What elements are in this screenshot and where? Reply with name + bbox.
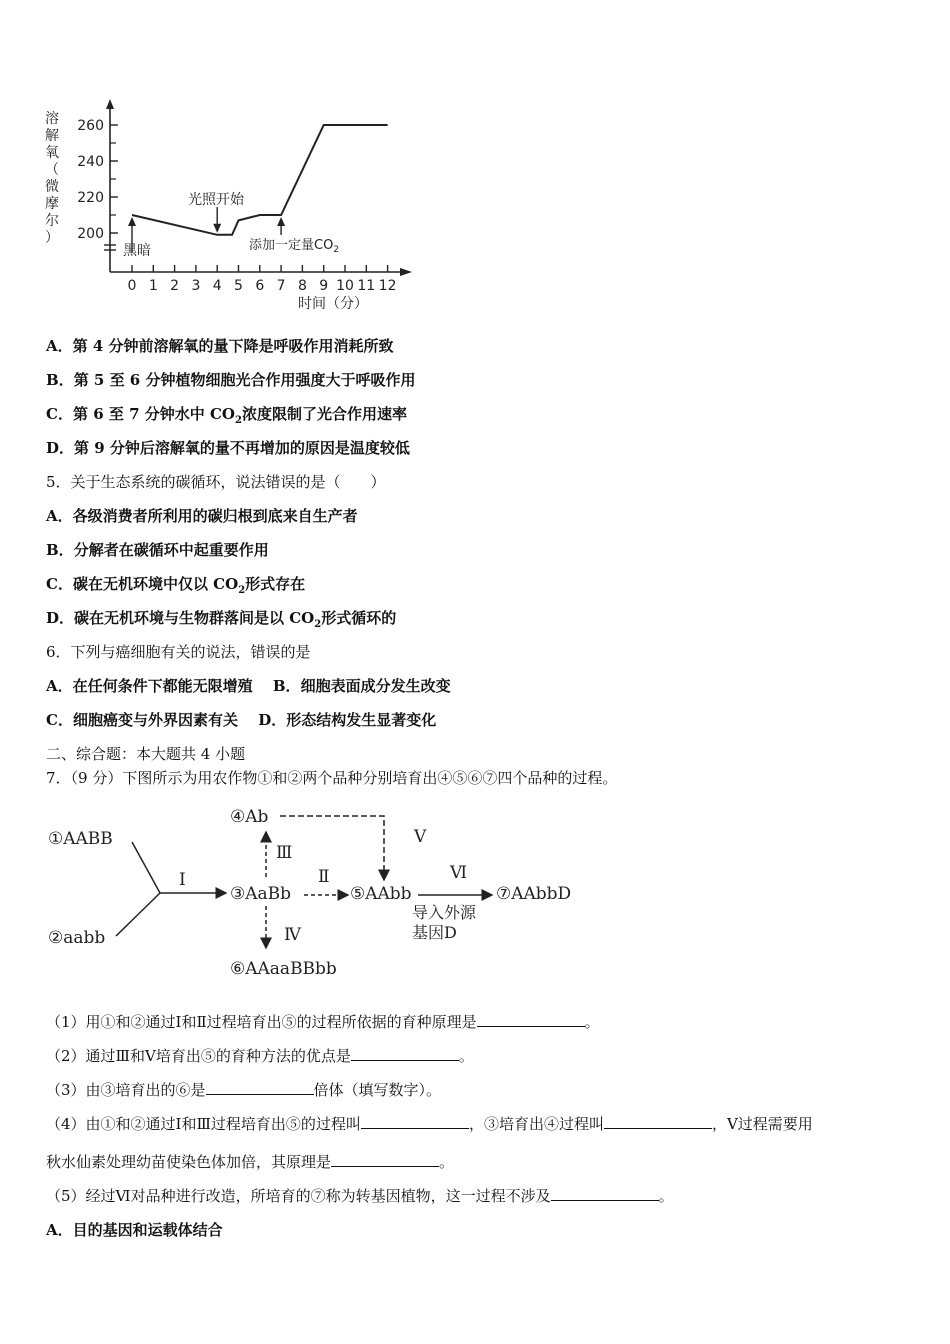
q7-stem: 7．（9 分）下图所示为用农作物①和②两个品种分别培育出④⑤⑥⑦四个品种的过程。 — [46, 769, 618, 787]
answer-blank[interactable] — [361, 1114, 469, 1129]
y-label-char: 解 — [45, 128, 59, 144]
y-label-char: （ — [45, 162, 59, 178]
y-tick-label: 240 — [77, 154, 104, 170]
haploid-4-label: ④Ab — [230, 807, 269, 827]
q4-option-d: D．第 9 分钟后溶解氧的量不再增加的原因是温度较低 — [46, 439, 410, 457]
co2-arrow-head — [277, 217, 285, 226]
q5-option-b: B．分解者在碳循环中起重要作用 — [46, 541, 269, 559]
light-arrow-head — [213, 224, 221, 233]
annotation-light-start: 光照开始 — [188, 192, 244, 208]
breeding-diagram — [46, 798, 606, 983]
roman-IV: Ⅳ — [284, 925, 301, 945]
q5-option-d: D．碳在无机环境与生物群落间是以 $CO_2$形式循环的 — [46, 609, 397, 630]
x-axis-label: 时间（分） — [298, 296, 368, 312]
oxygen-line — [132, 125, 388, 235]
y-label-char: 尔 — [45, 213, 59, 229]
y-label-char: 微 — [45, 179, 59, 195]
parent-1-label: ①AABB — [48, 829, 113, 849]
answer-blank[interactable] — [206, 1080, 314, 1095]
arrow-V — [280, 816, 384, 880]
y-label-char: 摩 — [45, 196, 59, 212]
chart-annotations — [123, 191, 339, 259]
x-axis-arrow — [400, 268, 412, 276]
y-label-char: 溶 — [45, 111, 59, 127]
hybrid-3-label: ③AaBb — [230, 884, 292, 904]
q7-sub-4-cont: 秋水仙素处理幼苗使染色体加倍，其原理是 。 — [46, 1153, 455, 1171]
x-tick-label: 3 — [191, 278, 201, 294]
answer-blank[interactable] — [551, 1186, 659, 1201]
x-tick-label: 9 — [319, 278, 329, 294]
y-label-char: ） — [45, 230, 59, 246]
roman-I: Ⅰ — [179, 870, 186, 890]
q5-option-a: A．各级消费者所利用的碳归根到底来自生产者 — [46, 507, 358, 525]
homozygote-5-label: ⑤AAbb — [350, 884, 412, 904]
answer-blank[interactable] — [331, 1152, 439, 1167]
annotation-dark: 黑暗 — [123, 243, 151, 259]
x-tick-label: 5 — [234, 278, 243, 294]
x-tick-label: 10 — [336, 278, 354, 294]
dissolved-oxygen-chart — [40, 95, 440, 320]
q6-options-cd: C．细胞癌变与外界因素有关 D．形态结构发生显著变化 — [46, 711, 437, 729]
answer-blank[interactable] — [477, 1012, 585, 1027]
y-ticks — [77, 118, 118, 242]
x-tick-label: 6 — [255, 278, 265, 294]
q5-stem: 5．关于生态系统的碳循环，说法错误的是（ ） — [46, 473, 386, 491]
q7-sub-3: （3）由③培育出的⑥是 倍体（填写数字）。 — [46, 1081, 442, 1099]
cross-line-2 — [116, 893, 160, 936]
roman-II: Ⅱ — [318, 867, 330, 887]
gene-note-line2: 基因D — [412, 923, 457, 942]
cross-line-1 — [132, 842, 160, 893]
x-ticks — [128, 265, 397, 294]
y-axis-arrow — [106, 99, 114, 109]
answer-blank[interactable] — [604, 1114, 712, 1129]
dark-arrow-head — [128, 217, 136, 226]
annotation-add-co2: 添加一定量$CO_2$ — [249, 238, 340, 255]
q7-sub-5: （5）经过Ⅵ对品种进行改造，所培育的⑦称为转基因植物，这一过程不涉及 。 — [46, 1187, 674, 1205]
y-axis-label — [45, 110, 59, 246]
x-tick-label: 7 — [276, 278, 286, 294]
y-tick-label: 260 — [77, 118, 104, 134]
q7-option-a: A．目的基因和运载体结合 — [46, 1221, 223, 1239]
q4-option-b: B．第 5 至 6 分钟植物细胞光合作用强度大于呼吸作用 — [46, 371, 416, 389]
x-tick-label: 11 — [357, 278, 376, 294]
y-tick-label: 200 — [77, 226, 104, 242]
x-tick-label: 8 — [297, 278, 307, 294]
answer-blank[interactable] — [351, 1046, 459, 1061]
x-tick-label: 2 — [170, 278, 180, 294]
q7-sub-4: （4）由①和②通过Ⅰ和Ⅲ过程培育出⑤的过程叫 ，③培育出④过程叫 ，Ⅴ过程需要用 — [46, 1115, 813, 1133]
q7-sub-2: （2）通过Ⅲ和Ⅴ培育出⑤的育种方法的优点是 。 — [46, 1047, 474, 1065]
y-tick-label: 220 — [77, 190, 104, 206]
q6-options-ab: A．在任何条件下都能无限增殖 B．细胞表面成分发生改变 — [46, 677, 451, 695]
x-tick-label: 1 — [148, 278, 158, 294]
x-tick-label: 4 — [212, 278, 222, 294]
roman-III: Ⅲ — [276, 843, 293, 863]
parent-2-label: ②aabb — [48, 928, 106, 948]
q6-stem: 6．下列与癌细胞有关的说法，错误的是 — [46, 643, 311, 661]
tetraploid-6-label: ⑥AAaaBBbb — [230, 959, 337, 979]
section-heading: 二、综合题：本大题共 4 小题 — [46, 745, 246, 763]
q7-sub-1: （1）用①和②通过Ⅰ和Ⅱ过程培育出⑤的过程所依据的育种原理是 。 — [46, 1013, 600, 1031]
transgenic-7-label: ⑦AAbbD — [496, 884, 572, 904]
x-tick-label: 12 — [378, 278, 397, 294]
gene-note-line1: 导入外源 — [412, 903, 477, 922]
x-tick-label: 0 — [127, 278, 137, 294]
q4-option-a: A．第 4 分钟前溶解氧的量下降是呼吸作用消耗所致 — [46, 337, 394, 355]
q4-option-c: C．第 6 至 7 分钟水中 $CO_2$浓度限制了光合作用速率 — [46, 405, 407, 426]
roman-V: Ⅴ — [414, 827, 427, 847]
q5-option-c: C．碳在无机环境中仅以 $CO_2$形式存在 — [46, 575, 306, 596]
y-label-char: 氧 — [45, 145, 59, 161]
roman-VI: Ⅵ — [450, 863, 468, 883]
